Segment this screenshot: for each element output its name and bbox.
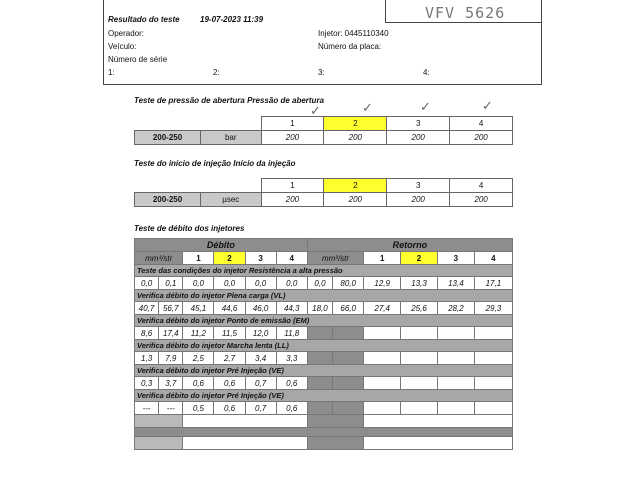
flow-section-label: Verifica débito do injetor Pré Injeção (VE) (135, 390, 513, 402)
pressure-col-3: 3 (387, 117, 450, 131)
retorno-value-2 (401, 352, 438, 365)
pressure-value-4: 200 (450, 131, 513, 145)
retorno-value-1: 12,9 (364, 277, 401, 290)
injection-range: 200-250 (135, 193, 201, 207)
retorno-min (307, 377, 332, 390)
retorno-col-2: 2 (401, 252, 438, 265)
serial-slot-3: 3: (318, 68, 325, 77)
debito-min: 1,3 (135, 352, 159, 365)
pressure-table (134, 116, 513, 145)
empty-row-cell (364, 415, 513, 428)
pressure-col-2: 2 (324, 117, 387, 131)
injection-unit: µsec (201, 193, 262, 207)
empty-row-cell (307, 415, 363, 428)
debito-value-3: 0,0 (245, 277, 276, 290)
injection-value-3: 200 (387, 193, 450, 207)
debito-value-3: 0,7 (245, 377, 276, 390)
debito-col-2: 2 (214, 252, 245, 265)
empty-row-cell (135, 428, 513, 437)
result-label: Resultado do teste (108, 15, 180, 24)
injection-blank-2 (201, 179, 262, 193)
injection-col-1: 1 (261, 179, 324, 193)
injection-col-4: 4 (450, 179, 513, 193)
injetor-label: Injetor: 0445110340 (318, 29, 389, 38)
empty-row-cell (183, 415, 307, 428)
debito-max: 17,4 (159, 327, 183, 340)
debito-max: 0,1 (159, 277, 183, 290)
debito-value-2: 0,6 (214, 377, 245, 390)
debito-value-3: 0,7 (245, 402, 276, 415)
debito-max: --- (159, 402, 183, 415)
retorno-value-4 (474, 402, 512, 415)
debito-col-4: 4 (276, 252, 307, 265)
debito-value-4: 0,0 (276, 277, 307, 290)
retorno-value-1: 27,4 (364, 302, 401, 315)
debito-value-2: 11,5 (214, 327, 245, 340)
retorno-value-3 (437, 402, 474, 415)
retorno-value-1 (364, 402, 401, 415)
debito-value-1: 11,2 (183, 327, 214, 340)
handwritten-code: VFV 5626 (425, 4, 506, 22)
pressure-value-3: 200 (387, 131, 450, 145)
debito-value-1: 0,0 (183, 277, 214, 290)
check-mark-2: ✓ (420, 99, 431, 114)
debito-value-2: 2,7 (214, 352, 245, 365)
debito-min: 40,7 (135, 302, 159, 315)
flow-table (134, 238, 513, 450)
retorno-value-4 (474, 377, 512, 390)
debito-value-3: 3,4 (245, 352, 276, 365)
debito-value-3: 12,0 (245, 327, 276, 340)
flow-body (135, 265, 513, 415)
retorno-value-2 (401, 327, 438, 340)
injection-value-2: 200 (324, 193, 387, 207)
debito-header: Débito (135, 239, 308, 252)
debito-value-4: 11,8 (276, 327, 307, 340)
pressure-title: Teste de pressão de abertura Pressão de abertura (134, 96, 325, 105)
pressure-unit: bar (201, 131, 262, 145)
retorno-col-1: 1 (364, 252, 401, 265)
flow-section-label: Verifica débito do injetor Pré Injeção (VE) (135, 365, 513, 377)
debito-value-4: 44,3 (276, 302, 307, 315)
retorno-max (333, 402, 364, 415)
debito-value-3: 46,0 (245, 302, 276, 315)
debito-value-1: 0,6 (183, 377, 214, 390)
debito-min: 0,0 (135, 277, 159, 290)
retorno-col-3: 3 (437, 252, 474, 265)
debito-min: --- (135, 402, 159, 415)
retorno-value-2 (401, 402, 438, 415)
check-mark-1: ✓ (362, 100, 373, 115)
flow-section-label: Verifica débito do injetor Ponto de emissão (EM) (135, 315, 513, 327)
debito-unit: mm³/str (135, 252, 183, 265)
debito-col-3: 3 (245, 252, 276, 265)
flow-section-label: Verifica débito do injetor Marcha lenta (LL) (135, 340, 513, 352)
retorno-min: 18,0 (307, 302, 332, 315)
pressure-blank-2 (201, 117, 262, 131)
serie-label: Número de série (108, 55, 168, 64)
check-mark-4: ✓ (310, 103, 321, 118)
pressure-range: 200-250 (135, 131, 201, 145)
operador-label: Operador: (108, 29, 145, 38)
retorno-value-2: 13,3 (401, 277, 438, 290)
serial-slot-4: 4: (423, 68, 430, 77)
debito-min: 8,6 (135, 327, 159, 340)
injection-title: Teste do início de injeção Início da injeção (134, 159, 296, 168)
retorno-min: 0,0 (307, 277, 332, 290)
retorno-value-4: 29,3 (474, 302, 512, 315)
injection-blank-1 (135, 179, 201, 193)
empty-row-cell (135, 415, 183, 428)
debito-value-2: 0,0 (214, 277, 245, 290)
retorno-max (333, 327, 364, 340)
empty-row-cell (364, 437, 513, 450)
pressure-value-2: 200 (324, 131, 387, 145)
debito-max: 3,7 (159, 377, 183, 390)
debito-max: 7,9 (159, 352, 183, 365)
result-date: 19-07-2023 11:39 (200, 15, 264, 24)
retorno-header: Retorno (307, 239, 512, 252)
debito-value-2: 0,6 (214, 402, 245, 415)
debito-value-1: 45,1 (183, 302, 214, 315)
retorno-value-3: 13,4 (437, 277, 474, 290)
retorno-unit: mm³/str (307, 252, 363, 265)
retorno-value-4 (474, 327, 512, 340)
retorno-value-1 (364, 327, 401, 340)
pressure-value-1: 200 (261, 131, 324, 145)
debito-max: 56,7 (159, 302, 183, 315)
serial-slot-1: 1: (108, 68, 115, 77)
placa-label: Número da placa: (318, 42, 382, 51)
retorno-value-1 (364, 352, 401, 365)
retorno-max: 80,0 (333, 277, 364, 290)
retorno-value-3: 28,2 (437, 302, 474, 315)
retorno-min (307, 352, 332, 365)
serial-slot-2: 2: (213, 68, 220, 77)
retorno-value-2: 25,6 (401, 302, 438, 315)
retorno-max (333, 377, 364, 390)
flow-title: Teste de débito dos injetores (134, 224, 245, 233)
retorno-value-2 (401, 377, 438, 390)
retorno-max: 66,0 (333, 302, 364, 315)
retorno-min (307, 327, 332, 340)
check-mark-3: ✓ (482, 98, 493, 113)
empty-row-cell (307, 437, 363, 450)
retorno-col-4: 4 (474, 252, 512, 265)
flow-section-label: Verifica débito do injetor Plena carga (VL) (135, 290, 513, 302)
retorno-max (333, 352, 364, 365)
debito-value-4: 0,6 (276, 377, 307, 390)
debito-value-1: 2,5 (183, 352, 214, 365)
debito-col-1: 1 (183, 252, 214, 265)
retorno-value-4 (474, 352, 512, 365)
injection-col-2: 2 (324, 179, 387, 193)
injection-value-1: 200 (261, 193, 324, 207)
injection-value-4: 200 (450, 193, 513, 207)
retorno-value-3 (437, 377, 474, 390)
empty-row-cell (183, 437, 307, 450)
retorno-value-1 (364, 377, 401, 390)
empty-row-cell (135, 437, 183, 450)
debito-value-2: 44,6 (214, 302, 245, 315)
veiculo-label: Veículo: (108, 42, 137, 51)
debito-value-4: 0,6 (276, 402, 307, 415)
retorno-value-4: 17,1 (474, 277, 512, 290)
retorno-value-3 (437, 327, 474, 340)
debito-value-4: 3,3 (276, 352, 307, 365)
retorno-min (307, 402, 332, 415)
injection-col-3: 3 (387, 179, 450, 193)
pressure-blank-1 (135, 117, 201, 131)
injection-table (134, 178, 513, 207)
pressure-col-1: 1 (261, 117, 324, 131)
retorno-value-3 (437, 352, 474, 365)
debito-min: 0,3 (135, 377, 159, 390)
flow-section-label: Teste das condições do injetor Resistência a alta pressão (135, 265, 513, 277)
pressure-col-4: 4 (450, 117, 513, 131)
debito-value-1: 0,5 (183, 402, 214, 415)
